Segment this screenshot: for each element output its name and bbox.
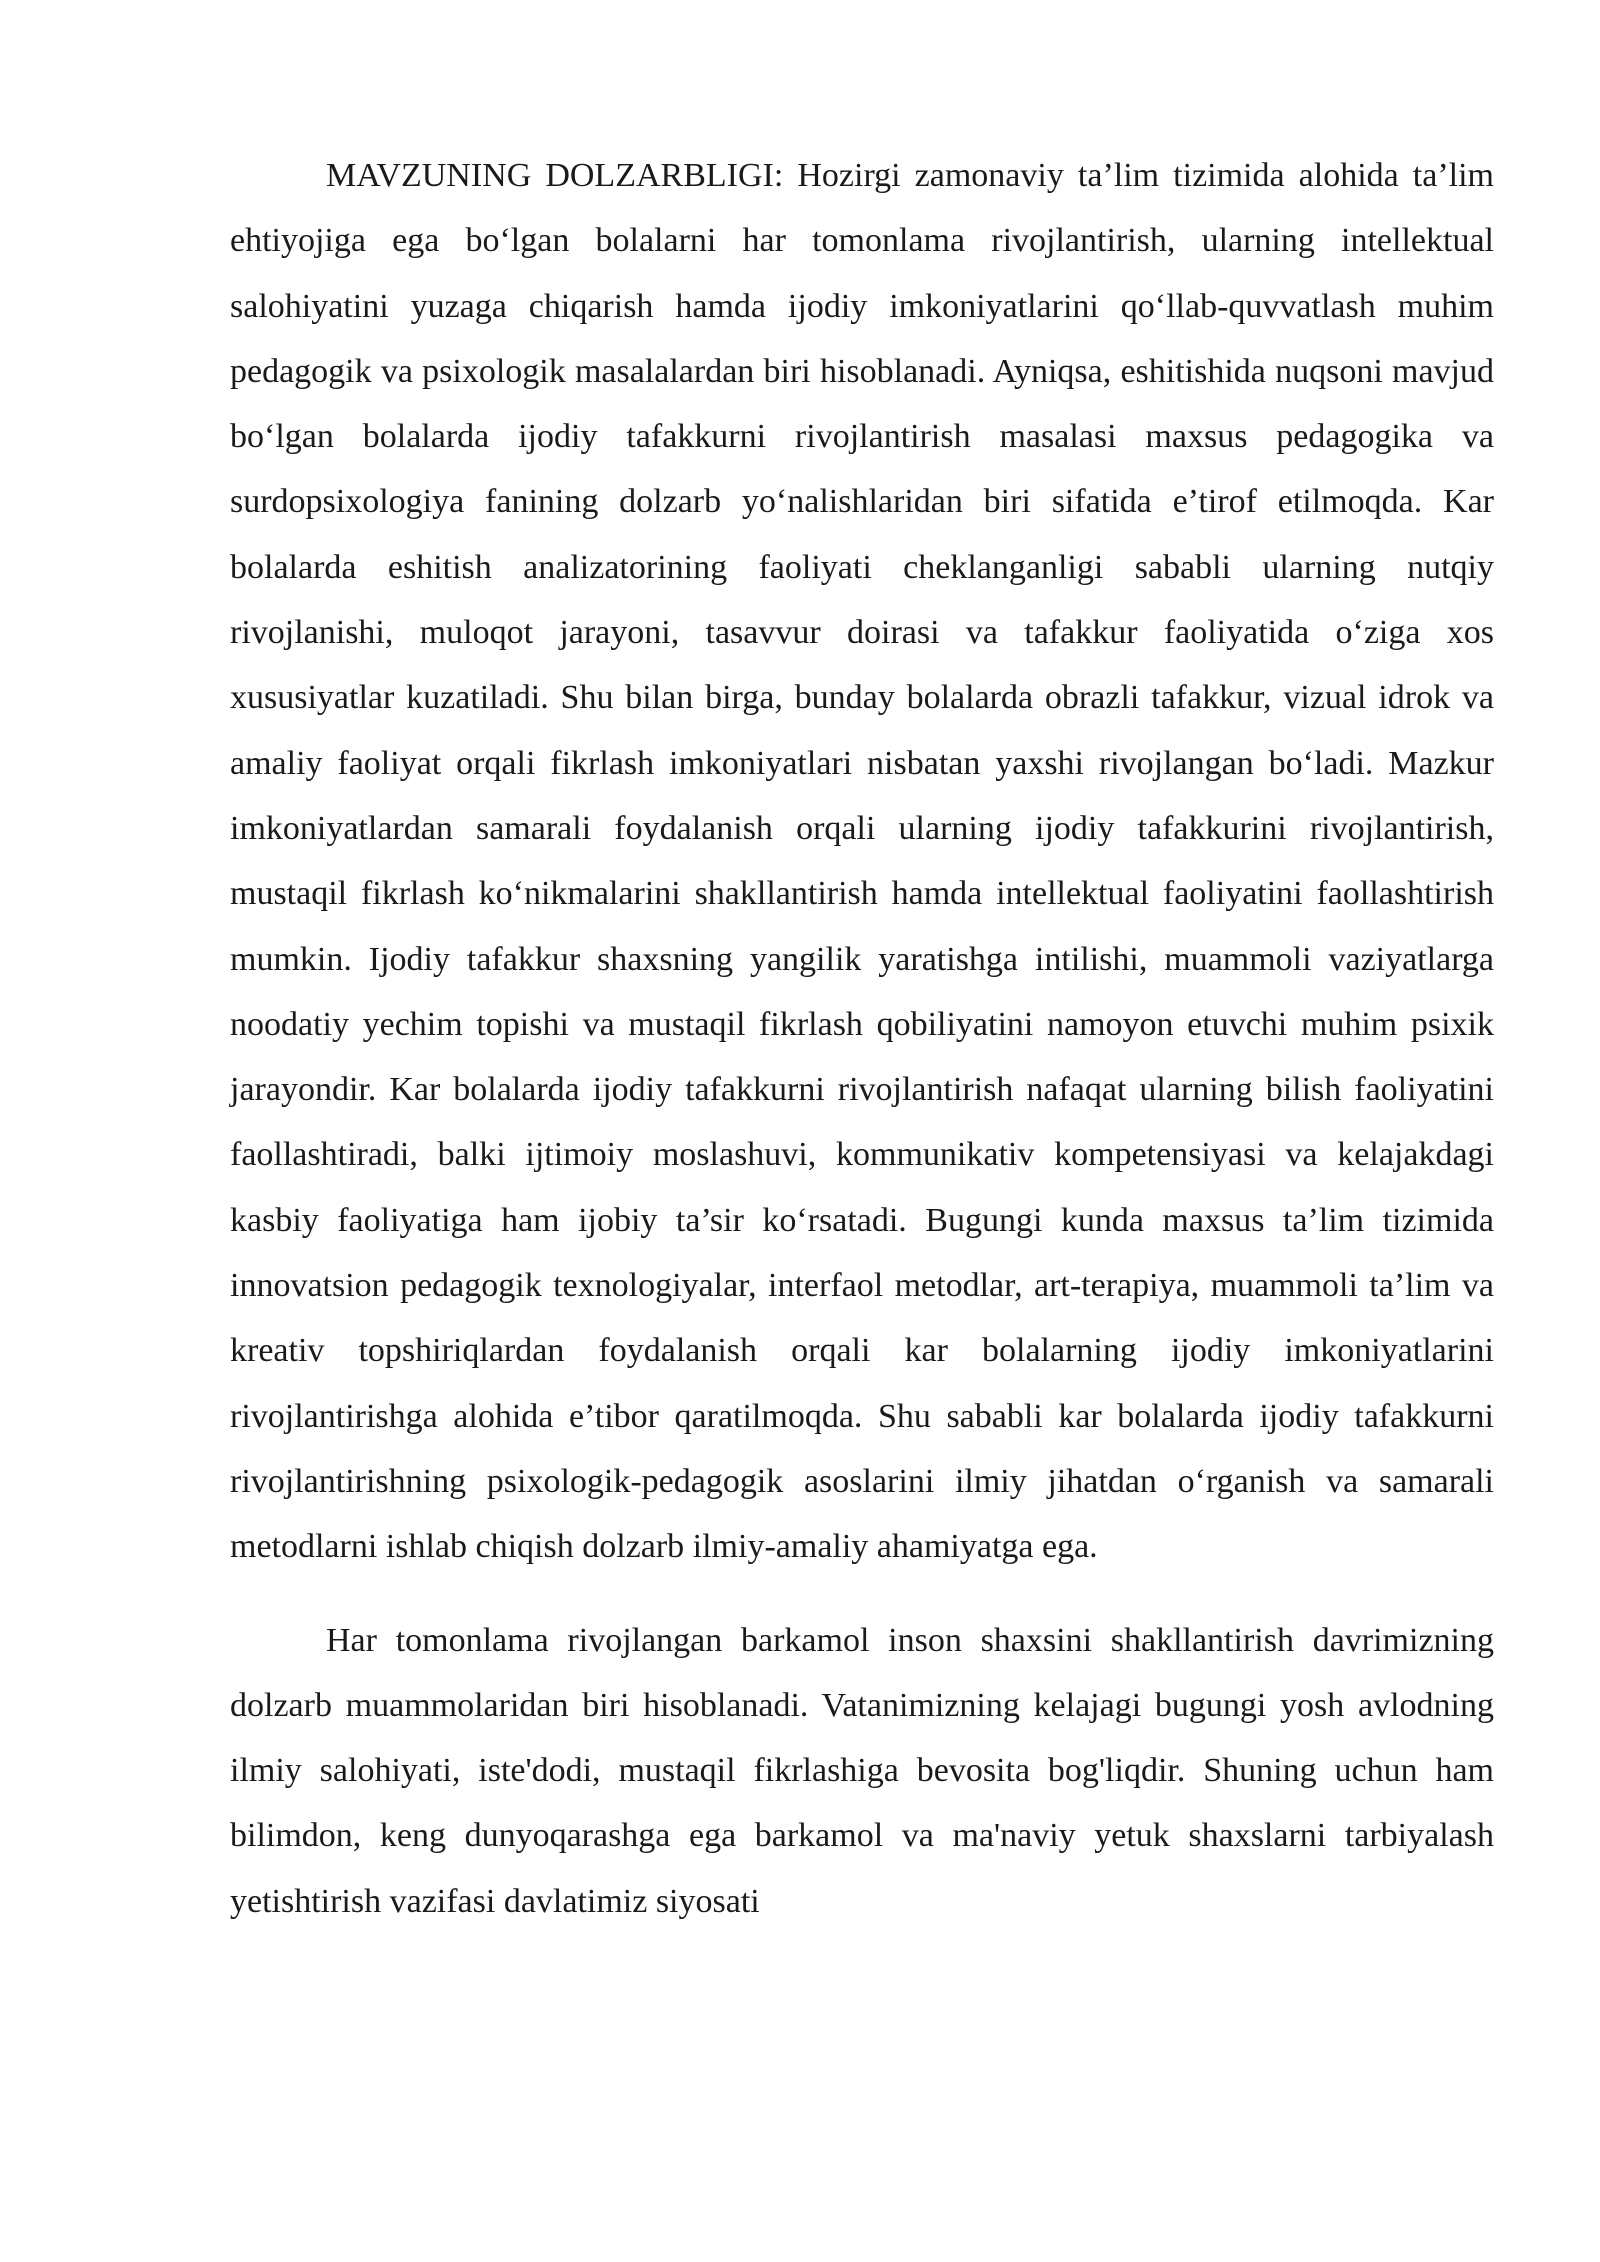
paragraph-relevance: MAVZUNING DOLZARBLIGI: Hozirgi zamonaviy ta’lim tizimida alohida ta’lim ehtiyojiga ega bo‘lgan bolalarni har tomonlama rivojlantirish, ularning intellektual salohiyatini yuzaga chiqarish hamda ijodiy imkoniyatlarini qo‘llab-quvvatlash muhim pedagogik va psixologik masalalardan biri hisoblanadi. Ayniqsa, eshitishida nuqsoni mavjud bo‘lgan bolalarda ijodiy tafakkurni rivojlantirish masalasi maxsus pedagogika va surdopsixologiya fanining dolzarb yo‘nalishlaridan biri sifatida e’tirof etilmoqda. Kar bolalarda eshitish analizatorining faoliyati cheklanganligi sababli ularning nutqiy rivojlanishi, muloqot jarayoni, tasavvur doirasi va tafakkur faoliyatida o‘ziga xos xususiyatlar kuzatiladi. Shu bilan birga, bunday bolalarda obrazli tafakkur, vizual idrok va amaliy faoliyat orqali fikrlash imkoniyatlari nisbatan yaxshi rivojlangan bo‘ladi. Mazkur imkoniyatlardan samarali foydalanish orqali ularning ijodiy tafakkurini rivojlantirish, mustaqil fikrlash ko‘nikmalarini shakllantirish hamda intellektual faoliyatini faollashtirish mumkin. Ijodiy tafakkur shaxsning yangilik yaratishga intilishi, muammoli vaziyatlarga noodatiy yechim topishi va mustaqil fikrlash qobiliyatini namoyon etuvchi muhim psixik jarayondir. Kar bolalarda ijodiy tafakkurni rivojlantirish nafaqat ularning bilish faoliyatini faollashtiradi, balki ijtimoiy moslashuvi, kommunikativ kompetensiyasi va kelajakdagi kasbiy faoliyatiga ham ijobiy ta’sir ko‘rsatadi. Bugungi kunda maxsus ta’lim tizimida innovatsion pedagogik texnologiyalar, interfaol metodlar, art-terapiya, muammoli ta’lim va kreativ topshiriqlardan foydalanish orqali kar bolalarning ijodiy imkoniyatlarini rivojlantirishga alohida e’tibor qaratilmoqda. Shu sababli kar bolalarda ijodiy tafakkurni rivojlantirishning psixologik-pedagogik asoslarini ilmiy jihatdan o‘rganish va samarali metodlarni ishlab chiqish dolzarb ilmiy-amaliy ahamiyatga ega. [230, 157, 1494, 1566]
document-body [230, 143, 1494, 1934]
paragraph-harmonious-person: Har tomonlama rivojlangan barkamol inson shaxsini shakllantirish davrimizning dolzarb muammolaridan biri hisoblanadi. Vatanimizning kelajagi bugungi yosh avlodning ilmiy salohiyati, iste'dodi, mustaqil fikrlashiga bevosita bog'liqdir. Shuning uchun ham bilimdon, keng dunyoqarashga ega barkamol va ma'naviy yetuk shaxslarni tarbiyalash yetishtirish vazifasi davlatimiz siyosati [230, 1621, 1494, 1920]
